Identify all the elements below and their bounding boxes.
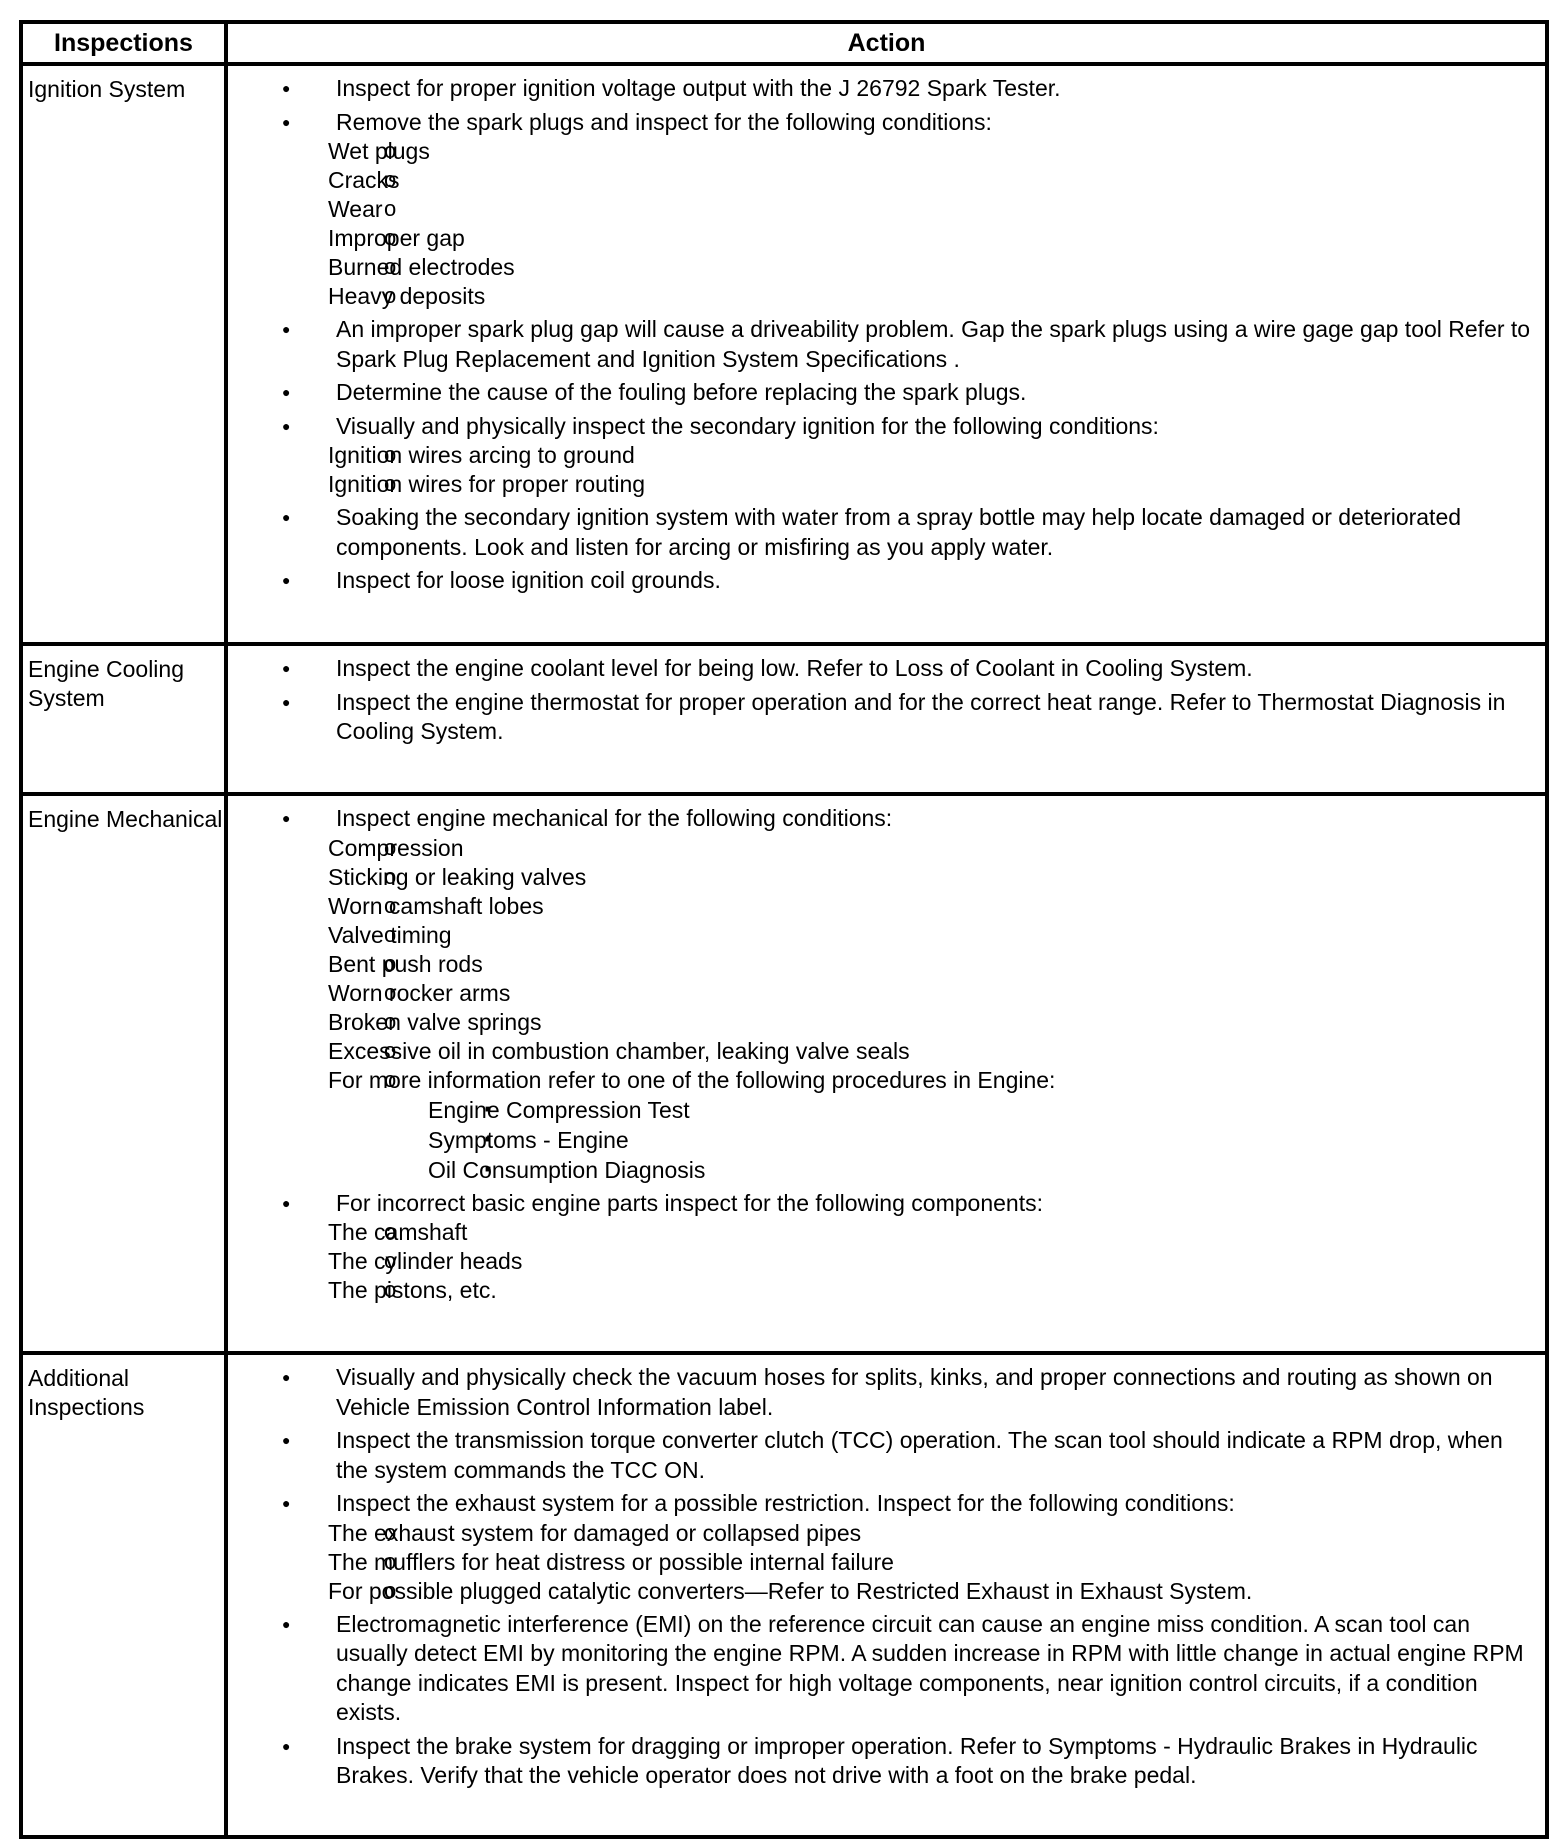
- sub-list-item: o Wear: [228, 195, 1535, 224]
- sub-list-item: o Heavy deposits: [228, 282, 1535, 311]
- inspection-cell: [21, 64, 226, 644]
- sub-list-item: o The mufflers for heat distress or possible internal failure: [228, 1548, 1535, 1577]
- sub-list-item: o The camshaft: [228, 1218, 1535, 1247]
- sub-list-item: o Wet plugs: [228, 137, 1535, 166]
- sub-list-item: o Broken valve springs: [228, 1008, 1535, 1037]
- sub-list: [328, 1519, 1535, 1606]
- sub-list-item: o The cylinder heads: [228, 1247, 1535, 1276]
- inspection-label: Engine Mechanical: [28, 806, 223, 832]
- sub-list-item: o Worn camshaft lobes: [228, 892, 1535, 921]
- action-cell: [226, 644, 1547, 794]
- sub-list-item: o Compression: [228, 834, 1535, 863]
- action-cell: [226, 64, 1547, 644]
- sub-list: [328, 834, 1535, 1185]
- list-item: ● Soaking the secondary ignition system with water from a spray bottle may help locate damaged or deteriorated components. Look and listen for arcing or misfiring as you apply water.: [228, 503, 1535, 562]
- list-item: ● Inspect the brake system for dragging or improper operation. Refer to Symptoms - Hydraulic Brakes in Hydraulic Brakes. Verify that the vehicle operator does not drive with a foot on the brake pedal.: [228, 1732, 1535, 1791]
- table-row: [21, 794, 1547, 1353]
- sub-list-item: o The exhaust system for damaged or collapsed pipes: [228, 1519, 1535, 1548]
- action-list: [228, 1363, 1535, 1791]
- list-item: ● For incorrect basic engine parts inspect for the following components: o The camshaft o The cylinder heads o The pistons, etc.: [228, 1189, 1535, 1306]
- table-row: [21, 64, 1547, 644]
- sub-list-item: o The pistons, etc.: [228, 1276, 1535, 1305]
- sub-list-item: o Sticking or leaking valves: [228, 863, 1535, 892]
- inspection-label: Additional Inspections: [28, 1365, 145, 1420]
- inspection-cell: [21, 794, 226, 1353]
- sub-list-item: o For possible plugged catalytic converters—Refer to Restricted Exhaust in Exhaust System.: [228, 1577, 1535, 1606]
- action-cell: [226, 1353, 1547, 1837]
- header-action: Action: [226, 22, 1547, 64]
- header-row: [21, 22, 1547, 64]
- sub-list-item: o Improper gap: [228, 224, 1535, 253]
- sub-list-item: o Ignition wires for proper routing: [228, 470, 1535, 499]
- sub-sub-list-item: ■ Engine Compression Test: [228, 1095, 1535, 1125]
- sub-list-item: o Ignition wires arcing to ground: [228, 441, 1535, 470]
- inspections-table: [19, 20, 1549, 1839]
- sub-list: [328, 137, 1535, 311]
- sub-list-item: o Cracks: [228, 166, 1535, 195]
- list-item: ● Inspect the transmission torque converter clutch (TCC) operation. The scan tool should indicate a RPM drop, when the system commands the TCC ON.: [228, 1426, 1535, 1485]
- action-list: [228, 74, 1535, 596]
- inspection-cell: [21, 1353, 226, 1837]
- sub-list-item: o Valve timing: [228, 921, 1535, 950]
- list-item: ● Remove the spark plugs and inspect for the following conditions: o Wet plugs o Cracks o Wear o Improper gap o Burned electrodes o Heavy deposits: [228, 108, 1535, 312]
- sub-list-item: o For more information refer to one of the following procedures in Engine: ■ Engine Compression Test ■ Symptoms - Engine ■ Oil Consumption Diagnosis: [228, 1066, 1535, 1185]
- sub-list: [328, 1218, 1535, 1305]
- list-item: ● Inspect the engine coolant level for being low. Refer to Loss of Coolant in Cooling System.: [228, 654, 1535, 684]
- list-item: ● Inspect engine mechanical for the following conditions: o Compression o Sticking or leaking valves o Worn camshaft lobes o Valve timing o Bent push rods o Worn rocker arms o Broken valve springs o Excessive oil in combustion chamber, leaking valve seals o For more information refer to one of the following procedures in Engine: ■ Engine Compression Test ■ Symptoms - Engine ■ Oil Consumption Diagnosis: [228, 804, 1535, 1185]
- table-row: [21, 644, 1547, 794]
- table-row: [21, 1353, 1547, 1837]
- list-item: ● Determine the cause of the fouling before replacing the spark plugs.: [228, 378, 1535, 408]
- sub-list: [328, 441, 1535, 499]
- list-item: ● Visually and physically check the vacuum hoses for splits, kinks, and proper connections and routing as shown on Vehicle Emission Control Information label.: [228, 1363, 1535, 1422]
- sub-sub-list-item: ■ Symptoms - Engine: [228, 1125, 1535, 1155]
- sub-list-item: o Worn rocker arms: [228, 979, 1535, 1008]
- list-item: ● Inspect the exhaust system for a possible restriction. Inspect for the following conditions: o The exhaust system for damaged or collapsed pipes o The mufflers for heat distress or possible internal failure o For possible plugged catalytic converters—Refer to Restricted Exhaust in Exhaust System.: [228, 1489, 1535, 1606]
- list-item: ● Inspect for proper ignition voltage output with the J 26792 Spark Tester.: [228, 74, 1535, 104]
- action-list: [228, 804, 1535, 1305]
- sub-list-item: o Burned electrodes: [228, 253, 1535, 282]
- sub-sub-list: [328, 1095, 1535, 1185]
- action-cell: [226, 794, 1547, 1353]
- sub-list-item: o Bent push rods: [228, 950, 1535, 979]
- list-item: ● Inspect for loose ignition coil grounds.: [228, 566, 1535, 596]
- sub-sub-list-item: ■ Oil Consumption Diagnosis: [228, 1155, 1535, 1185]
- inspection-label: Ignition System: [28, 76, 186, 102]
- header-inspections: Inspections: [21, 22, 226, 64]
- sub-list-item: o Excessive oil in combustion chamber, leaking valve seals: [228, 1037, 1535, 1066]
- list-item: ● Visually and physically inspect the secondary ignition for the following conditions: o Ignition wires arcing to ground o Ignition wires for proper routing: [228, 412, 1535, 500]
- list-item: ● Inspect the engine thermostat for proper operation and for the correct heat range. Refer to Thermostat Diagnosis in Cooling System.: [228, 688, 1535, 747]
- action-list: [228, 654, 1535, 747]
- inspection-cell: [21, 644, 226, 794]
- list-item: ● Electromagnetic interference (EMI) on the reference circuit can cause an engine miss condition. A scan tool can usually detect EMI by monitoring the engine RPM. A sudden increase in RPM with little change in actual engine RPM change indicates EMI is present. Inspect for high voltage components, near ignition control circuits, if a condition exists.: [228, 1610, 1535, 1728]
- inspection-label: Engine Cooling System: [28, 656, 185, 711]
- list-item: ● An improper spark plug gap will cause a driveability problem. Gap the spark plugs using a wire gage gap tool Refer to Spark Plug Replacement and Ignition System Specifications .: [228, 315, 1535, 374]
